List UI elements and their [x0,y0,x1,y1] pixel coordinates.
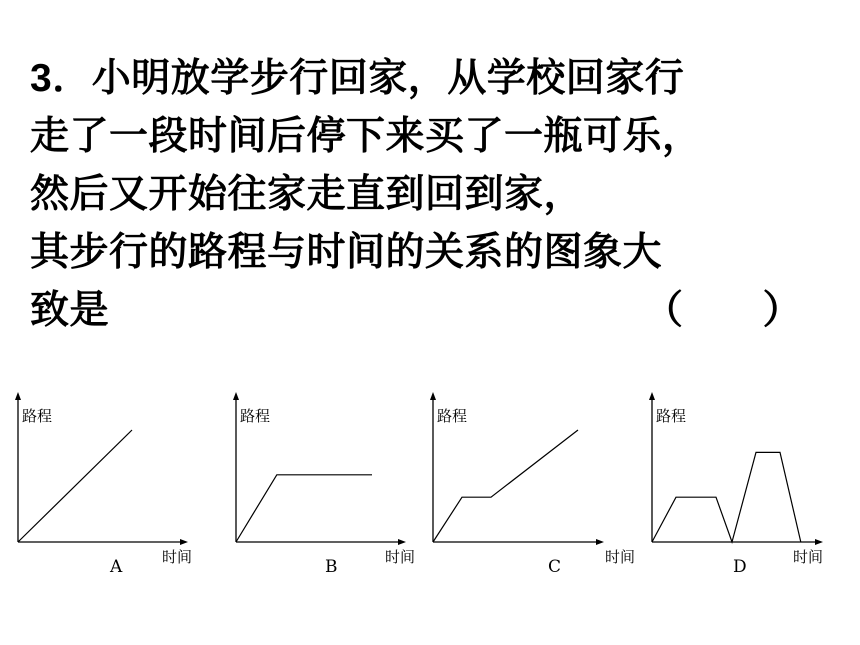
question-text [30,50,840,340]
option-graphs [0,380,860,600]
answer-blank: （ ） [643,288,802,333]
option-label-b: B [325,557,338,577]
y-axis-arrow [15,392,21,400]
option-label-a: A [110,557,123,577]
graph-b [233,392,415,577]
y-axis-label: 路程 [437,407,468,425]
x-axis-label: 时间 [605,548,636,566]
question-text-line-1: 小明放学步行回家，从学校回家行 [91,56,685,101]
y-axis-label: 路程 [656,407,687,425]
y-axis-label: 路程 [22,407,53,425]
x-axis-arrow [398,539,406,545]
question-line-3: 然后又开始往家走直到回到家， [30,172,584,217]
y-axis-arrow [430,392,436,400]
option-label-d: D [733,557,747,577]
y-axis-label: 路程 [240,407,271,425]
series-line [18,430,132,542]
graph-a [15,392,192,577]
graph-d [649,392,823,577]
option-label-c: C [548,557,562,577]
question-line-1 [30,50,840,108]
x-axis-arrow [180,539,188,545]
x-axis-label: 时间 [162,548,193,566]
question-line-5 [30,282,840,340]
x-axis-arrow [596,539,604,545]
series-line [433,430,578,542]
series-line [236,475,372,542]
question-line-4: 其步行的路程与时间的关系的图象大 [30,230,663,275]
y-axis-arrow [649,392,655,400]
graph-c [430,392,635,577]
x-axis-label: 时间 [793,548,824,566]
x-axis-arrow [815,539,823,545]
y-axis-arrow [233,392,239,400]
x-axis-label: 时间 [385,548,416,566]
question-text-line-5: 致是 [30,288,110,333]
question-number: 3． [30,57,92,100]
series-line [652,452,801,542]
question-line-2: 走了一段时间后停下来买了一瓶可乐， [30,114,702,159]
